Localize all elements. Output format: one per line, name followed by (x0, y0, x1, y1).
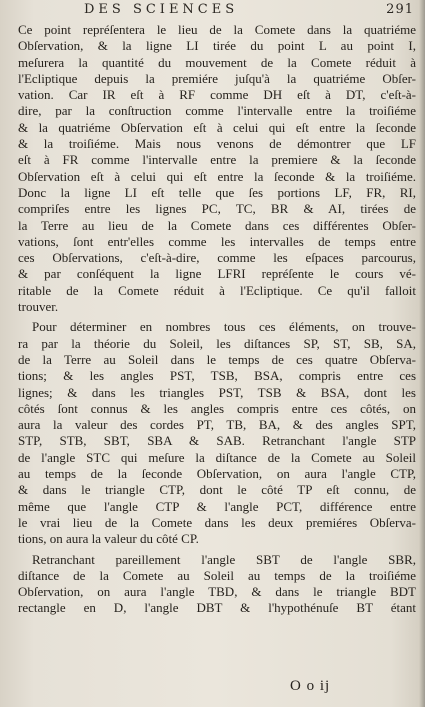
text-line: Obſervation, on aura l'angle TBD, & dans le triangle BDT (18, 584, 416, 600)
text-line: Donc la ligne LI eſt telle que ſes portions LF, FR, RI, (18, 184, 416, 200)
text-line: meſurera la quantité du mouvement de la Comete réduit à (18, 54, 416, 70)
text-line: & par conſéquent la ligne LFRI repréſente le cours vé- (18, 266, 416, 282)
running-title: DES SCIENCES (84, 2, 239, 17)
text-line: rectangle en D, l'angle DBT & l'hypothénuſe BT étant (18, 600, 416, 616)
text-line: ces Obſervations, c'eſt-à-dire, comme les eſpaces parcourus, (18, 250, 416, 266)
text-line: trouver. (18, 299, 59, 315)
text-line: de la Terre au Soleil dans le temps de ces quatre Obſerva- (18, 351, 416, 367)
text-line: ritable de la Comete réduit à l'Ecliptique. Ce qu'il falloit (18, 282, 416, 298)
text-line: & la troiſiéme. Mais nous venons de démontrer que LF (18, 136, 416, 152)
text-line: Pour déterminer en nombres tous ces éléments, on trouve- (32, 319, 416, 335)
text-line: le vrai lieu de la Comete dans les deux premiéres Obſerva- (18, 514, 416, 530)
text-line: aura la valeur des cordes PT, TB, BA, & des angles SPT, (18, 417, 416, 433)
text-line: tions; & les angles PST, TSB, BSA, compris entre ces (18, 368, 416, 384)
page-number: 291 (386, 2, 414, 17)
text-line: la Terre au lieu de la Comete dans ces différentes Obſer- (18, 217, 416, 233)
text-line: même que l'angle CTP & l'angle PCT, différence entre (18, 498, 416, 514)
text-line: côtés ſont connus & les angles compris entre ces côtés, on (18, 400, 416, 416)
text-line: eſt à FR comme l'intervalle entre la premiere & la ſeconde (18, 152, 416, 168)
page-edge-shadow (419, 0, 425, 707)
text-line: Obſervation eſt à celui qui eſt entre la ſeconde & la troiſiéme. (18, 168, 416, 184)
text-line: l'Ecliptique depuis la premiére juſqu'à la quatriéme Obſer- (18, 70, 416, 86)
text-line: lignes; & dans les triangles PST, TSB & BSA, dont les (18, 384, 416, 400)
text-line: Obſervation, & la ligne LI tirée du point L au point I, (18, 38, 416, 54)
text-line: Ce point repréſentera le lieu de la Comete dans la quatriéme (18, 22, 416, 37)
text-line: vations, ſont entr'elles comme les intervalles de temps entre (18, 233, 416, 249)
text-line: & dans le triangle CTP, dont le côté TP eſt connu, de (18, 482, 416, 498)
text-line: STP, STB, SBT, SBA & SAB. Retranchant l'angle STP (18, 433, 416, 449)
text-line: au temps de la ſeconde Obſervation, on aura l'angle CTP, (18, 466, 416, 482)
running-header (84, 2, 414, 20)
signature-mark: O o ij (290, 678, 331, 694)
text-line: diſtance de la Comete au Soleil au temps de la troiſiéme (18, 567, 416, 583)
body-text (18, 22, 416, 617)
text-line: dire, par la conſtruction comme l'intervalle entre la troiſiéme (18, 103, 416, 119)
text-line: tions, on aura la valeur du côté CP. (18, 531, 199, 547)
text-line: & la quatriéme Obſervation eſt à celui qui eſt entre la ſeconde (18, 119, 416, 135)
text-line: compriſes entre les lignes PC, TC, BR & AI, tirées de (18, 201, 416, 217)
text-line: vation. Car IR eſt à RF comme DH eſt à DT, c'eſt-à- (18, 87, 416, 103)
text-line: de l'angle STC qui meſure la diſtance de la Comete au Soleil (18, 449, 416, 465)
text-line: Retranchant pareillement l'angle SBT de l'angle SBR, (32, 551, 416, 567)
text-line: ra par la théorie du Soleil, les diſtances SP, ST, SB, SA, (18, 335, 416, 351)
